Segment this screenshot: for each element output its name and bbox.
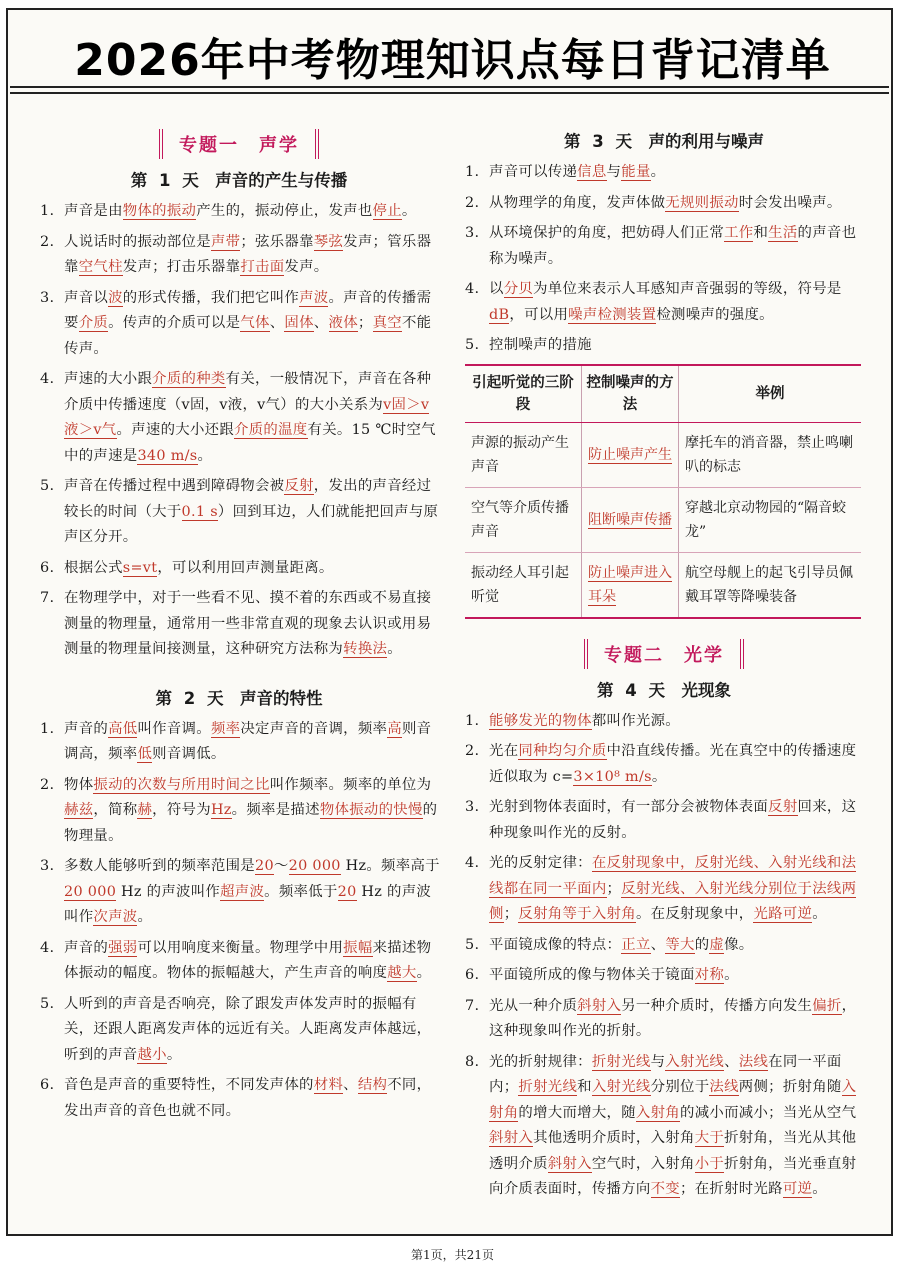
item-text: 。声音的传播需要 (64, 289, 432, 331)
key-term: s=vt (122, 559, 158, 576)
item-text: 叫作音调。 (137, 720, 211, 737)
table-cell: 穿越北京动物园的“隔音蛟龙” (679, 487, 862, 552)
topic-banner-acoustics (38, 129, 440, 159)
item-text: 音色是声音的重要特性，不同发声体的 (64, 1077, 314, 1093)
item-number: 6. (40, 559, 55, 576)
day2-title: 第 2 天 声音的特性 (155, 688, 323, 708)
list-item (463, 795, 865, 846)
key-term: 赫兹 (64, 802, 94, 818)
table-header-cell: 控制噪声的方法 (582, 365, 679, 423)
item-text: Hz。频率高于 (340, 858, 440, 874)
key-term: 虚 (709, 936, 725, 953)
item-number: 4. (40, 371, 55, 387)
day3-list (463, 160, 865, 359)
key-term: v固＞v液＞v气 (64, 396, 430, 438)
item-text: 。 (724, 967, 739, 983)
topic-banner-optics (463, 639, 865, 669)
item-text: 的声音也称为噪声。 (489, 225, 857, 267)
list-item (463, 160, 865, 186)
key-term: 20 (254, 858, 274, 874)
item-text: 声速的大小跟 (64, 371, 153, 387)
item-text: 。 (137, 909, 153, 925)
key-term: 振幅 (343, 939, 373, 956)
item-text: 其他透明介质时，入射角 (533, 1130, 695, 1146)
key-term: 气体 (240, 315, 270, 331)
item-number: 1. (40, 203, 55, 219)
key-term: 物体的振动 (122, 203, 197, 219)
item-number: 2. (465, 194, 480, 211)
item-text: 折射角，当光从其他透明介质 (489, 1130, 857, 1172)
key-term: 信息 (577, 164, 607, 180)
key-term: 光路可逆 (753, 906, 813, 922)
key-term: 真空 (372, 315, 402, 331)
key-term: 340 m/s (137, 447, 198, 464)
key-term: 3×10⁸ m/s (573, 768, 652, 785)
list-item (38, 474, 440, 551)
item-text: ～ (273, 858, 289, 874)
item-text: 。传声的介质可以是 (108, 315, 241, 331)
key-term: 入射光线 (591, 1079, 651, 1095)
item-text: 的形式传播，我们把它叫作 (122, 289, 300, 306)
key-term: 正立 (621, 936, 651, 953)
item-text: 的物理量。 (64, 802, 438, 844)
item-text: 不能传声。 (64, 315, 432, 357)
key-term: 防止噪声产生 (588, 446, 672, 463)
item-text: 和 (577, 1079, 592, 1095)
item-text: 。频率是描述 (231, 802, 320, 818)
item-text: ； (503, 906, 519, 922)
item-text: ）回到耳边，人们就能把回声与原声区分开。 (64, 503, 439, 545)
key-term: 折射光线 (518, 1079, 578, 1095)
item-text: 折射角，当光垂直射向介质表面时，传播方向 (489, 1155, 857, 1197)
item-text: ，可以利用回声测量距离。 (157, 559, 334, 576)
item-number: 4. (465, 855, 480, 871)
table-header-row (465, 365, 861, 423)
item-number: 5. (465, 936, 480, 953)
table-cell (582, 487, 679, 552)
key-term: 无规则振动 (665, 194, 739, 211)
key-term: 液体 (328, 315, 358, 331)
key-term: 折射光线 (591, 1053, 651, 1070)
list-item (38, 367, 440, 469)
key-term: 20 (337, 883, 357, 900)
item-text: 光的反射定律： (489, 855, 592, 871)
key-term: 打击面 (240, 259, 285, 275)
item-text: Hz 的声波叫作 (116, 883, 221, 900)
item-text: 以 (489, 281, 504, 297)
item-text: 则音调高，频率 (64, 720, 432, 762)
key-term: 生活 (768, 225, 798, 241)
key-term: 在反射现象中，反射光线、入射光线和法线都在同一平面内 (489, 855, 857, 897)
topic-label: 专题二 光学 (584, 639, 744, 669)
list-item (38, 936, 440, 987)
left-column (38, 115, 440, 1129)
item-number: 3. (40, 289, 55, 306)
right-column (463, 128, 865, 1208)
item-text: ； (606, 880, 622, 897)
key-term: 超声波 (220, 883, 265, 900)
item-text: 声音的 (64, 939, 109, 956)
item-text: 根据公式 (64, 559, 123, 576)
key-term: 介质 (78, 315, 109, 331)
item-text: 光在 (489, 743, 519, 759)
item-text: 与 (606, 164, 622, 180)
item-text: 在同一平面内； (489, 1053, 842, 1095)
item-text: 发声。 (284, 259, 329, 275)
key-term: 强弱 (108, 939, 138, 956)
item-text: 多数人能够听到的频率范围是 (64, 858, 255, 874)
day3-title: 第 3 天 声的利用与噪声 (564, 132, 764, 151)
item-text: 。 (812, 906, 827, 922)
day4-list (463, 709, 865, 1203)
list-item (38, 586, 440, 663)
item-text: 声音是由 (64, 203, 123, 219)
item-text: 光从一种介质 (489, 997, 578, 1014)
item-text: 的增大而增大，随 (518, 1104, 636, 1121)
item-text: 声音在传播过程中遇到障碍物会被 (64, 478, 285, 494)
item-number: 5. (40, 478, 55, 494)
item-number: 1. (465, 712, 480, 729)
item-text: 平面镜成像的特点： (489, 936, 622, 953)
item-number: 4. (465, 281, 480, 297)
item-text: 。 (197, 447, 213, 464)
key-term: 高 (387, 720, 402, 737)
list-item (463, 933, 865, 959)
item-text: ；在折射时光路 (680, 1181, 783, 1197)
list-item (463, 994, 865, 1045)
key-term: Hz (210, 802, 232, 818)
list-item (463, 963, 865, 989)
day4-title: 第 4 天 光现象 (597, 680, 731, 700)
item-text: 则音调低。 (152, 746, 226, 762)
key-term: 停止 (372, 203, 402, 219)
item-text: 有关。15 ℃时空气中的声速是 (64, 422, 436, 464)
list-item (463, 277, 865, 328)
key-term: 噪声检测装置 (568, 306, 657, 323)
item-text: 。 (651, 768, 667, 785)
item-number: 1. (465, 164, 480, 180)
item-text: 可以用响度来衡量。物理学中用 (137, 939, 344, 956)
item-text: ，发出的声音经过较长的时间（大于 (64, 478, 432, 520)
key-term: 介质的温度 (234, 422, 308, 438)
noise-control-table (465, 364, 861, 619)
table-cell: 声源的振动产生声音 (465, 422, 582, 487)
table-header-cell: 举例 (679, 365, 862, 423)
key-term: 防止噪声进入耳朵 (588, 564, 672, 605)
item-text: 、 (269, 315, 285, 331)
key-term: 次声波 (93, 909, 138, 925)
key-term: 可逆 (782, 1181, 813, 1197)
list-item (463, 191, 865, 217)
list-item (38, 230, 440, 281)
item-number: 3. (465, 225, 480, 241)
item-text: 控制噪声的措施 (489, 337, 592, 353)
item-number: 7. (40, 590, 55, 606)
item-text: 中沿直线传播。光在真空中的传播速度近似取为 c= (489, 743, 857, 785)
key-term: 反射光线、入射光线分别位于法线两侧 (489, 880, 857, 922)
title-rule-bottom (10, 92, 889, 94)
key-term: 法线 (738, 1053, 769, 1070)
item-text: 像。 (724, 936, 754, 953)
list-item (463, 739, 865, 790)
item-text: 来描述物体振动的幅度。物体的振幅越大，产生声音的响度 (64, 939, 432, 981)
item-text: 不同，发出声音的音色也就不同。 (64, 1077, 432, 1119)
item-text: 的 (694, 936, 710, 953)
title-rule-top (10, 86, 889, 88)
table-cell: 振动经人耳引起听觉 (465, 552, 582, 618)
table-row (465, 487, 861, 552)
item-text: 叫作频率。频率的单位为 (269, 776, 432, 793)
item-text: 、 (650, 936, 666, 953)
item-number: 2. (40, 776, 55, 793)
key-term: dB (489, 306, 510, 323)
key-term: 越大 (387, 965, 417, 981)
item-text: 光射到物体表面时，有一部分会被物体表面 (489, 799, 769, 815)
key-term: 赫 (137, 802, 153, 818)
key-term: 不变 (650, 1181, 680, 1197)
item-number: 2. (40, 233, 55, 250)
item-text: ，符号为 (152, 802, 211, 818)
key-term: 低 (137, 746, 153, 762)
item-number: 8. (465, 1053, 480, 1070)
item-number: 6. (465, 967, 480, 983)
key-term: 振动的次数与所用时间之比 (93, 776, 270, 793)
key-term: 阻断噪声传播 (588, 511, 672, 528)
list-item (38, 717, 440, 768)
key-term: 入射角 (489, 1079, 857, 1121)
table-cell: 航空母舰上的起飞引导员佩戴耳罩等降噪装备 (679, 552, 862, 618)
item-text: 声音的 (64, 720, 109, 737)
key-term: 小于 (694, 1155, 725, 1172)
item-number: 4. (40, 939, 55, 956)
item-text: 空气时，入射角 (591, 1155, 695, 1172)
list-item (38, 992, 440, 1069)
key-term: 入射角 (635, 1104, 680, 1121)
key-term: 声带 (210, 233, 241, 250)
item-text: 。 (387, 641, 402, 657)
table-cell: 空气等介质传播声音 (465, 487, 582, 552)
item-number: 3. (465, 799, 480, 815)
item-text: 发声；管乐器靠 (64, 233, 432, 275)
item-number: 6. (40, 1077, 55, 1093)
key-term: 波 (108, 289, 123, 306)
item-text: ，这种现象叫作光的折射。 (489, 997, 857, 1039)
item-text: 检测噪声的强度。 (656, 306, 774, 323)
list-item (463, 333, 865, 359)
key-term: 能量 (621, 164, 651, 180)
key-term: 材料 (313, 1077, 344, 1093)
item-text: 声音可以传递 (489, 164, 578, 180)
key-term: 频率 (210, 720, 241, 737)
topic-label: 专题一 声学 (159, 129, 319, 159)
item-number: 1. (40, 720, 55, 737)
item-text: 物体 (64, 776, 94, 793)
item-text: ； (357, 315, 373, 331)
item-text: 时会发出噪声。 (738, 194, 842, 211)
key-term: 转换法 (343, 641, 388, 657)
key-term: 介质的种类 (152, 371, 226, 387)
list-item (38, 1073, 440, 1124)
key-term: 同种均匀介质 (518, 743, 607, 759)
item-text: 、 (343, 1077, 358, 1093)
key-term: 反射 (768, 799, 798, 815)
item-text: 人听到的声音是否响亮，除了跟发声体发声时的振幅有关，还跟人距离发声体的远近有关。人距离发声体越远，听到的声音 (64, 995, 432, 1063)
item-text: 从环境保护的角度，把妨碍人们正常 (489, 225, 725, 241)
key-term: 结构 (357, 1077, 388, 1093)
item-text: 光的折射规律： (489, 1053, 592, 1070)
list-item (463, 221, 865, 272)
key-term: 反射 (284, 478, 314, 494)
key-term: 等大 (665, 936, 695, 953)
key-term: 对称 (694, 967, 725, 983)
key-term: 物体振动的快慢 (319, 802, 423, 818)
table-row (465, 552, 861, 618)
key-term: 入射光线 (665, 1053, 725, 1070)
item-text: 在物理学中，对于一些看不见、摸不着的东西或不易直接测量的物理量，通常用一些非常直观的现象去认识或用易测量的物理量间接测量，这种研究方法称为 (64, 590, 432, 657)
key-term: 20 000 (288, 858, 341, 874)
key-term: 大于 (694, 1130, 725, 1146)
item-text: 。 (166, 1046, 182, 1063)
key-term: 0.1 s (181, 503, 218, 520)
key-term: 斜射入 (547, 1155, 592, 1172)
item-text: 发声；打击乐器靠 (122, 259, 241, 275)
day1-title: 第 1 天 声音的产生与传播 (130, 171, 348, 190)
page-footer: 第1页，共21页 (411, 1248, 494, 1262)
day2-list (38, 717, 440, 1125)
item-text: 。频率低于 (264, 883, 338, 900)
list-item (463, 709, 865, 735)
item-text: 分别位于 (650, 1079, 710, 1095)
item-text: 两侧；折射角随 (738, 1079, 842, 1095)
key-term: 琴弦 (313, 233, 344, 250)
table-cell: 摩托车的消音器，禁止鸣喇叭的标志 (679, 422, 862, 487)
list-item (38, 854, 440, 931)
item-text: 。 (812, 1181, 827, 1197)
item-number: 5. (40, 995, 55, 1012)
page-title: 2026年中考物理知识点每日背记清单 (74, 35, 831, 86)
item-number: 7. (465, 997, 480, 1014)
key-term: 能够发光的物体 (489, 712, 592, 729)
item-text: 、 (724, 1053, 739, 1070)
item-text: Hz 的声波叫作 (64, 883, 432, 925)
item-text: 从物理学的角度，发声体做 (489, 194, 666, 211)
key-term: 法线 (709, 1079, 739, 1095)
table-cell (582, 552, 679, 618)
item-text: ；弦乐器靠 (240, 233, 314, 250)
list-item (38, 199, 440, 225)
list-item (38, 773, 440, 850)
item-text: 另一种介质时，传播方向发生 (621, 997, 813, 1014)
item-text: 有关，一般情况下，声音在各种介质中传播速度（v固，v液，v气）的大小关系为 (64, 371, 432, 413)
key-term: 工作 (724, 225, 754, 241)
key-term: 固体 (284, 315, 314, 331)
key-term: 偏折 (812, 997, 842, 1014)
list-item (463, 851, 865, 928)
item-text: 。 (650, 164, 666, 180)
key-term: 空气柱 (78, 259, 123, 275)
key-term: 声波 (299, 289, 329, 306)
key-term: 分贝 (503, 281, 534, 297)
table-cell (582, 422, 679, 487)
key-term: 高低 (108, 720, 138, 737)
list-item (38, 556, 440, 582)
item-text: 。 (401, 203, 417, 219)
key-term: 反射角等于入射角 (518, 906, 636, 922)
item-text: 。 (416, 965, 432, 981)
table-row (465, 422, 861, 487)
item-text: 产生的，振动停止，发声也 (196, 203, 373, 219)
item-number: 3. (40, 858, 55, 874)
item-text: 的减小而减小；当光从空气 (680, 1104, 857, 1121)
table-header-cell: 引起听觉的三阶段 (465, 365, 582, 423)
item-text: 平面镜所成的像与物体关于镜面 (489, 967, 695, 983)
item-text: 和 (753, 225, 769, 241)
day1-list (38, 199, 440, 663)
item-text: 为单位来表示人耳感知声音强弱的等级，符号是 (533, 281, 842, 297)
list-item (463, 1050, 865, 1203)
key-term: 20 000 (64, 883, 117, 900)
item-text: 都叫作光源。 (591, 712, 680, 729)
item-text: 、 (313, 315, 329, 331)
item-text: 与 (650, 1053, 666, 1070)
item-number: 5. (465, 337, 480, 353)
list-item (38, 286, 440, 363)
item-text: 回来，这种现象叫作光的反射。 (489, 799, 857, 841)
item-text: 。声速的大小还跟 (116, 422, 235, 438)
item-text: 人说话时的振动部位是 (64, 233, 211, 250)
item-number: 2. (465, 743, 480, 759)
item-text: 声音以 (64, 289, 109, 306)
item-text: 决定声音的音调，频率 (240, 720, 388, 737)
item-text: ，可以用 (509, 306, 569, 323)
item-text: ，简称 (93, 802, 138, 818)
item-text: 。在反射现象中， (635, 906, 754, 922)
key-term: 越小 (137, 1046, 167, 1063)
key-term: 斜射入 (489, 1130, 534, 1146)
key-term: 斜射入 (577, 997, 622, 1014)
